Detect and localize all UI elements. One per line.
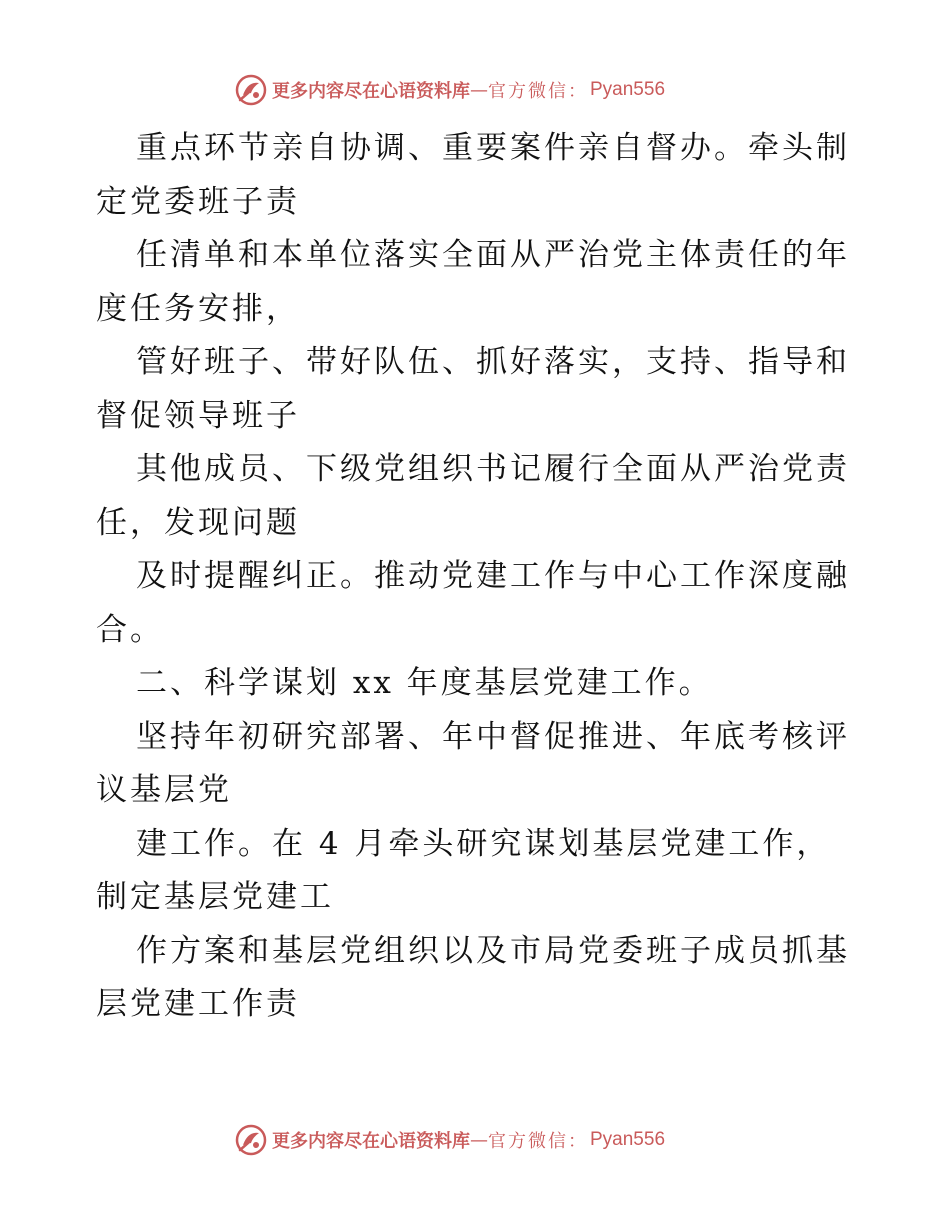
document-body (96, 122, 856, 1032)
paragraph-first-line: 任清单和本单位落实全面从严治党主体责任的年 (136, 237, 850, 273)
banner-wechat-label: 官方微信： (488, 1131, 588, 1152)
paragraph-continuation-line: 督促领导班子 (96, 397, 300, 434)
paragraph (96, 711, 856, 818)
banner-site-name: 更多内容尽在心语资料库 (272, 1131, 470, 1152)
paragraph-first-line: 建工作。在 4 月牵头研究谋划基层党建工作， (136, 825, 831, 862)
paragraph-continuation-line: 议基层党 (96, 772, 232, 808)
paragraph (96, 550, 856, 657)
paragraph (96, 336, 856, 443)
brand-logo-icon (234, 73, 268, 107)
paragraph (96, 122, 856, 229)
paragraph-continuation-line: 合。 (96, 611, 164, 648)
paragraph (96, 818, 856, 925)
paragraph-first-line: 坚持年初研究部署、年中督促推进、年底考核评 (136, 718, 850, 755)
paragraph-first-line: 及时提醒纠正。推动党建工作与中心工作深度融 (136, 558, 850, 594)
section-heading-text: 二、科学谋划 xx 年度基层党建工作。 (136, 665, 713, 701)
banner-wechat-id: Pyan556 (590, 79, 666, 100)
paragraph (96, 443, 856, 550)
paragraph-continuation-line: 制定基层党建工 (96, 879, 334, 915)
paragraph-continuation-line: 度任务安排， (96, 290, 300, 327)
section-heading (96, 657, 856, 711)
banner-dash: — (470, 1129, 488, 1151)
banner-dash: — (470, 79, 488, 101)
banner-wechat-label: 官方微信： (488, 81, 588, 102)
paragraph (96, 925, 856, 1032)
paragraph (96, 229, 856, 336)
paragraph-first-line: 其他成员、下级党组织书记履行全面从严治党责 (136, 451, 850, 487)
paragraph-continuation-line: 层党建工作责 (96, 986, 300, 1022)
header-banner (234, 72, 665, 108)
banner-wechat-id: Pyan556 (590, 1129, 666, 1150)
paragraph-continuation-line: 任，发现问题 (96, 504, 300, 541)
paragraph-first-line: 重点环节亲自协调、重要案件亲自督办。牵头制 (136, 130, 850, 166)
paragraph-continuation-line: 定党委班子责 (96, 183, 300, 220)
paragraph-first-line: 作方案和基层党组织以及市局党委班子成员抓基 (136, 932, 850, 969)
brand-logo-icon (234, 1123, 268, 1157)
footer-banner (234, 1122, 665, 1158)
paragraph-first-line: 管好班子、带好队伍、抓好落实，支持、指导和 (136, 344, 850, 380)
banner-site-name: 更多内容尽在心语资料库 (272, 81, 470, 102)
